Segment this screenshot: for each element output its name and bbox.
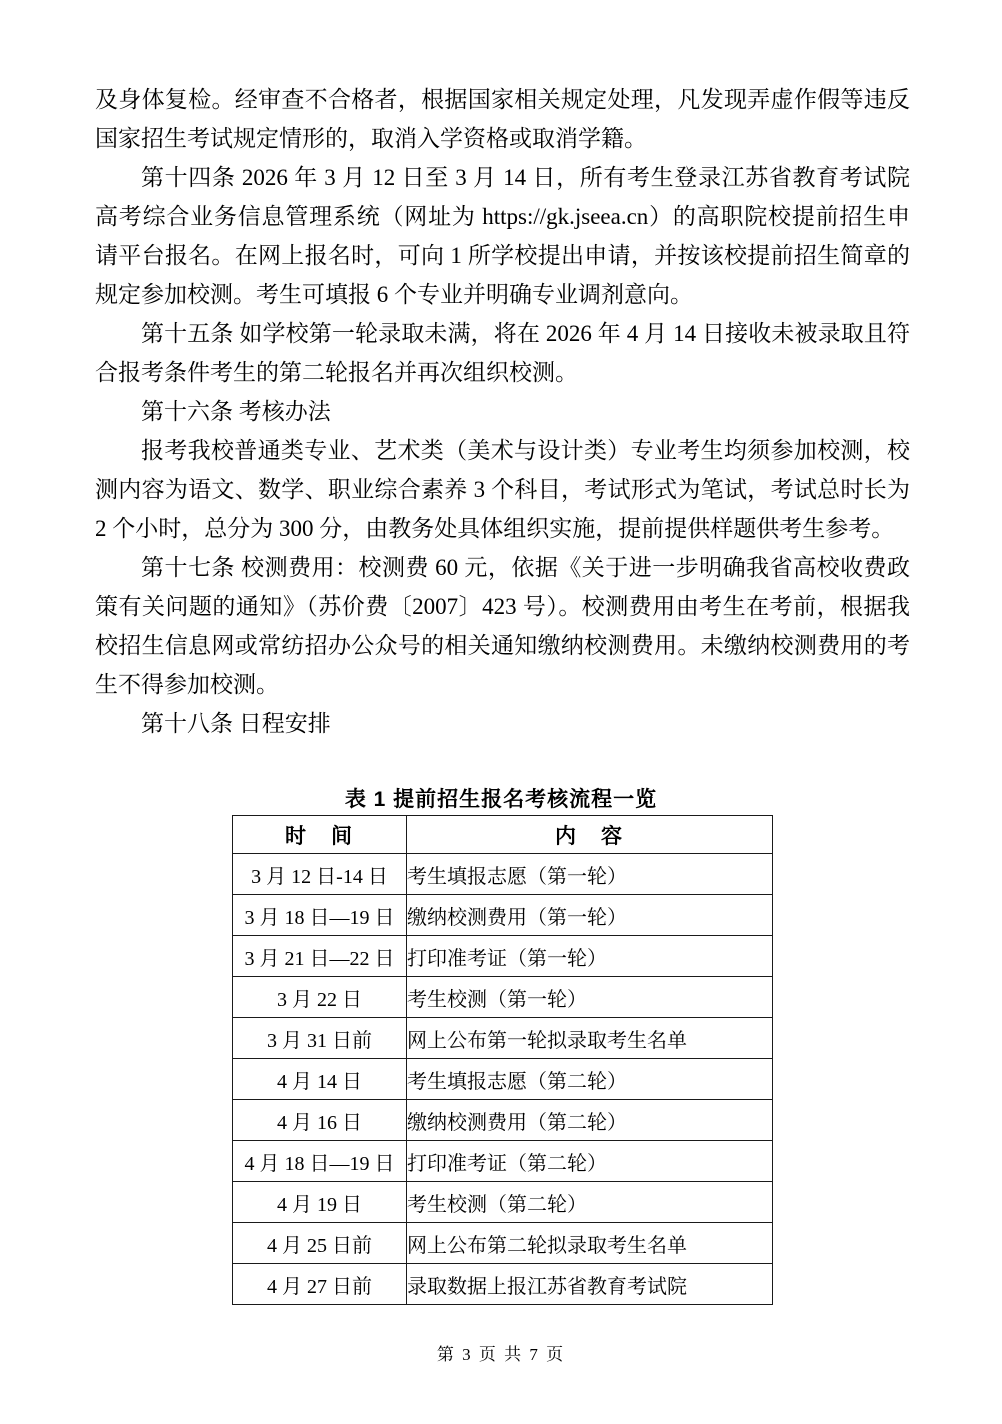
schedule-content: 网上公布第二轮拟录取考生名单 [407,1223,773,1264]
schedule-time: 4 月 25 日前 [233,1223,407,1264]
table-row [233,1141,773,1182]
schedule-content: 缴纳校测费用（第一轮） [407,895,773,936]
page-number: 第 3 页 共 7 页 [436,1345,566,1364]
table-row [233,895,773,936]
schedule-time: 3 月 31 日前 [233,1018,407,1059]
table-row [233,936,773,977]
table-header-time: 时 间 [233,816,407,854]
schedule-content: 考生填报志愿（第一轮） [407,854,773,895]
schedule-time: 4 月 27 日前 [233,1264,407,1305]
schedule-content: 考生校测（第二轮） [407,1182,773,1223]
table-row [233,1264,773,1305]
schedule-time: 3 月 12 日-14 日 [233,854,407,895]
table-row [233,1182,773,1223]
paragraph-article-14: 第十四条 2026 年 3 月 12 日至 3 月 14 日，所有考生登录江苏省教育考试院高考综合业务信息管理系统（网址为 https://gk.jseea.cn）的高职院校提前招生申请平台报名。在网上报名时，可向 1 所学校提出申请，并按该校提前招生简章的规定参加校测。考生可填报 6 个专业并明确专业调剂意向。 [95,165,910,307]
paragraph-continuation: 及身体复检。经审查不合格者，根据国家相关规定处理，凡发现弄虚作假等违反国家招生考试规定情形的，取消入学资格或取消学籍。 [95,87,910,151]
schedule-content: 缴纳校测费用（第二轮） [407,1100,773,1141]
table-row [233,854,773,895]
paragraph-article-17: 第十七条 校测费用：校测费 60 元，依据《关于进一步明确我省高校收费政策有关问题的通知》（苏价费〔2007〕423 号）。校测费用由考生在考前，根据我校招生信息网或常纺招办公众号的相关通知缴纳校测费用。未缴纳校测费用的考生不得参加校测。 [95,555,910,697]
paragraph-article-16: 第十六条 考核办法 [141,399,331,424]
paragraph-article-18: 第十八条 日程安排 [141,711,331,736]
schedule-content: 录取数据上报江苏省教育考试院 [407,1264,773,1305]
table-row [233,1100,773,1141]
schedule-time: 4 月 14 日 [233,1059,407,1100]
schedule-time: 4 月 16 日 [233,1100,407,1141]
table-row [233,1223,773,1264]
document-body [95,80,910,743]
paragraph-assessment-method: 报考我校普通类专业、艺术类（美术与设计类）专业考生均须参加校测，校测内容为语文、数学、职业综合素养 3 个科目，考试形式为笔试，考试总时长为 2 个小时，总分为 300 分，由教务处具体组织实施，提前提供样题供考生参考。 [95,438,910,541]
table-header-content: 内 容 [407,816,773,854]
schedule-time: 4 月 19 日 [233,1182,407,1223]
paragraph-article-15: 第十五条 如学校第一轮录取未满，将在 2026 年 4 月 14 日接收未被录取且符合报考条件考生的第二轮报名并再次组织校测。 [95,321,910,385]
schedule-content: 网上公布第一轮拟录取考生名单 [407,1018,773,1059]
schedule-content: 考生填报志愿（第二轮） [407,1059,773,1100]
schedule-content: 打印准考证（第一轮） [407,936,773,977]
table-title: 表 1 提前招生报名考核流程一览 [344,788,658,811]
table-row [233,1018,773,1059]
schedule-time: 4 月 18 日—19 日 [233,1141,407,1182]
table-header-row [233,816,773,854]
schedule-time: 3 月 18 日—19 日 [233,895,407,936]
schedule-content: 考生校测（第一轮） [407,977,773,1018]
schedule-content: 打印准考证（第二轮） [407,1141,773,1182]
table-row [233,1059,773,1100]
schedule-time: 3 月 22 日 [233,977,407,1018]
schedule-table [232,815,773,1305]
table-row [233,977,773,1018]
schedule-time: 3 月 21 日—22 日 [233,936,407,977]
